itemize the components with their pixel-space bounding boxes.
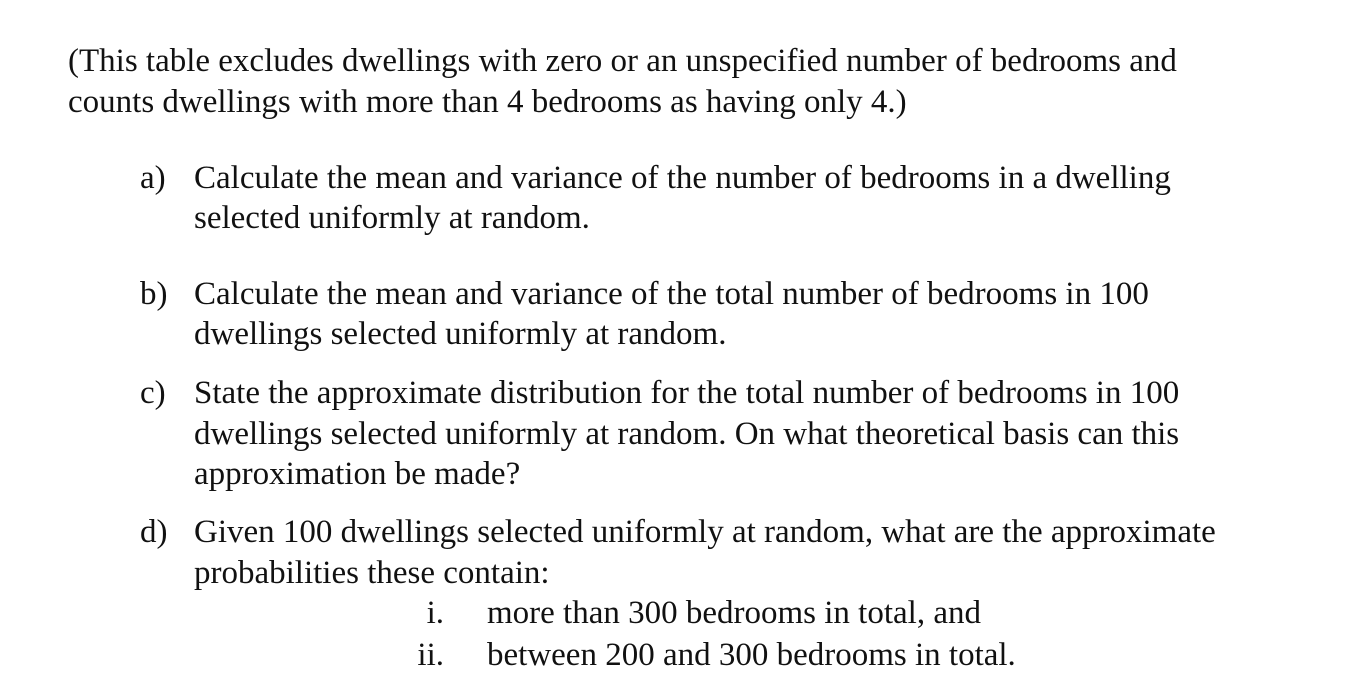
subitem-marker: i. <box>426 595 444 631</box>
question-line: dwellings selected uniformly at random. <box>194 316 727 352</box>
subitem-marker: ii. <box>417 637 444 673</box>
question-line: Calculate the mean and variance of the number of bedrooms in a dwelling <box>194 160 1171 196</box>
subitem-text: more than 300 bedrooms in total, and <box>487 595 981 631</box>
question-marker: c) <box>140 375 166 411</box>
question-marker: a) <box>140 160 166 196</box>
question-line: probabilities these contain: <box>194 555 550 591</box>
question-line: approximation be made? <box>194 456 521 492</box>
question-line: dwellings selected uniformly at random. On what theoretical basis can this <box>194 416 1180 452</box>
intro-line: (This table excludes dwellings with zero or an unspecified number of bedrooms and <box>68 43 1177 79</box>
question-line: State the approximate distribution for the total number of bedrooms in 100 <box>194 375 1180 411</box>
question-line: Calculate the mean and variance of the total number of bedrooms in 100 <box>194 276 1149 312</box>
question-marker: b) <box>140 276 168 312</box>
question-line: selected uniformly at random. <box>194 200 590 236</box>
subitem-text: between 200 and 300 bedrooms in total. <box>487 637 1016 673</box>
question-marker: d) <box>140 514 168 550</box>
question-line: Given 100 dwellings selected uniformly at random, what are the approximate <box>194 514 1216 550</box>
intro-line: counts dwellings with more than 4 bedrooms as having only 4.) <box>68 84 907 120</box>
